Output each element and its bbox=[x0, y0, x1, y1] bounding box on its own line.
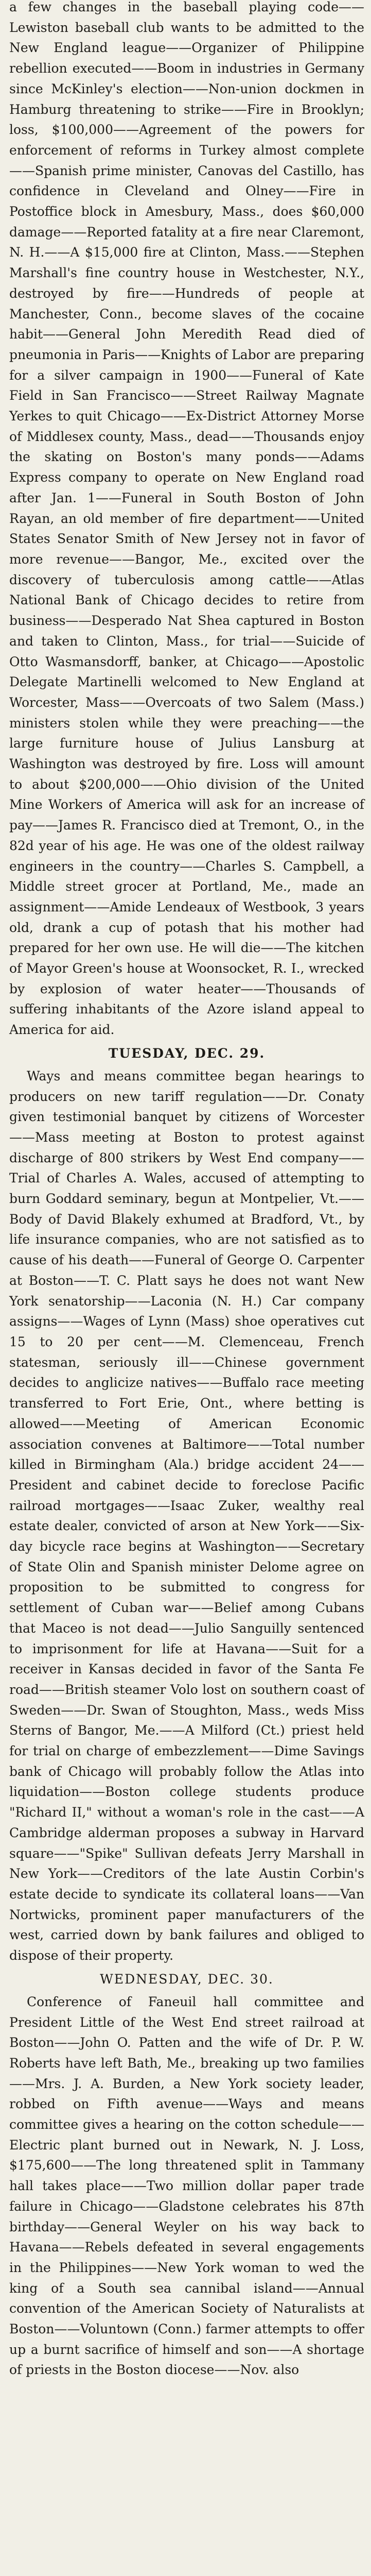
dateline-tuesday-text: TUESDAY, DEC. 29. bbox=[108, 1045, 266, 1061]
dateline-tuesday bbox=[9, 1042, 364, 1065]
dateline-wednesday bbox=[9, 1968, 364, 1991]
news-summary-wednesday: Conference of Faneuil hall committee and President Little of the West End street railroad at Boston——John O. Patten and the wife of Dr. P. W. Roberts have left Bath, Me., breaking up two families——Mrs. J. A. Burden, a New York society leader, robbed on Fifth avenue——Ways and means committee gives a hearing on the cotton schedule——Electric plant burned out in Newark, N. J. Loss, $175,600——The long threatened split in Tammany hall takes place——Two million dollar paper trade failure in Chicago——Gladstone celebrates his 87th birthday——General Weyler on his way back to Havana——Rebels defeated in several engagements in the Philippines——New York woman to wed the king of a South sea cannibal island——Annual convention of the American Society of Naturalists at Boston——Voluntown (Conn.) farmer attempts to offer up a burnt sacrifice of himself and son——A shortage of priests in the Boston diocese——Nov. also bbox=[9, 1994, 364, 2378]
news-summary-intro: a few changes in the baseball playing code——Lewiston baseball club wants to be admitted to the New England league——Organizer of Philippine rebellion executed——Boom in industries in Germany since McKinley's election——Non-union dockmen in Hamburg threatening to strike——Fire in Brooklyn; loss, $100,000——Agreement of the powers for enforcement of reforms in Turkey almost complete——Spanish prime minister, Canovas del Castillo, has confidence in Cleveland and Olney——Fire in Postoffice block in Amesbury, Mass., does $60,000 damage——Reported fatality at a fire near Claremont, N. H.——A $15,000 fire at Clinton, Mass.——Stephen Marshall's fine country house in Westchester, N.Y., destroyed by fire——Hundreds of people at Manchester, Conn., become slaves of the cocaine habit——General John Meredith Read died of pneumonia in Paris——Knights of Labor are preparing for a silver campaign in 1900——Funeral of Kate Field in San Francisco——Street Railway Magnate Yerkes to quit Chicago——Ex-District Attorney Morse of Middlesex county, Mass., dead——Thousands enjoy the skating on Boston's many ponds——Adams Express company to operate on New England road after Jan. 1——Funeral in South Boston of John Rayan, an old member of fire department——United States Senator Smith of New Jersey not in favor of more revenue——Bangor, Me., excited over the discovery of tuberculosis among cattle——Atlas National Bank of Chicago decides to retire from business——Desperado Nat Shea captured in Boston and taken to Clinton, Mass., for trial——Suicide of Otto Wasmansdorff, banker, at Chicago——Apostolic Delegate Martinelli welcomed to New England at Worcester, Mass——Overcoats of two Salem (Mass.) ministers stolen while they were preaching——the large furniture house of Julius Lansburg at Washington was destroyed by fire. Loss will amount to about $200,000——Ohio division of the United Mine Workers of America will ask for an increase of pay——James R. Francisco died at Tremont, O., in the 82d year of his age. He was one of the oldest railway engineers in the country——Charles S. Campbell, a Middle street grocer at Portland, Me., made an assignment——Amide Lendeaux of Westbook, 3 years old, drank a cup of potash that his mother had prepared for her own use. He will die——The kitchen of Mayor Green's house at Woonsocket, R. I., wrecked by explosion of water heater——Thousands of suffering inhabitants of the Azore island appeal to America for aid. bbox=[9, 0, 364, 1038]
dateline-wednesday-text: WEDNESDAY, DEC. 30. bbox=[100, 1971, 274, 1987]
news-summary-tuesday: Ways and means committee began hearings to producers on new tariff regulation——Dr. Conaty given testimonial banquet by citizens of Worcester——Mass meeting at Boston to protest against discharge of 800 strikers by West End company——Trial of Charles A. Wales, accused of attempting to burn Goddard seminary, begun at Montpelier, Vt.——Body of David Blakely exhumed at Bradford, Vt., by life insurance companies, who are not satisfied as to cause of his death——Funeral of George O. Carpenter at Boston——T. C. Platt says he does not want New York senatorship——Laconia (N. H.) Car company assigns——Wages of Lynn (Mass) shoe operatives cut 15 to 20 per cent——M. Clemenceau, French statesman, seriously ill——Chinese government decides to anglicize natives——Buffalo race meeting transferred to Fort Erie, Ont., where betting is allowed——Meeting of American Economic association convenes at Baltimore——Total number killed in Birmingham (Ala.) bridge accident 24——President and cabinet decide to foreclose Pacific railroad mortgages——Isaac Zuker, wealthy real estate dealer, convicted of arson at New York——Six-day bicycle race begins at Washington——Secretary of State Olin and Spanish minister Delome agree on proposition to be submitted to congress for settlement of Cuban war——Belief among Cubans that Maceo is not dead——Julio Sanguilly sentenced to imprisonment for life at Havana——Suit for a receiver in Kansas decided in favor of the Santa Fe road——British steamer Volo lost on southern coast of Sweden——Dr. Swan of Stoughton, Mass., weds Miss Sterns of Bangor, Me.——A Milford (Ct.) priest held for trial on charge of embezzlement——Dime Savings bank of Chicago will probably follow the Atlas into liquidation——Boston college students produce "Richard II," without a woman's role in the cast——A Cambridge alderman proposes a subway in Harvard square——"Spike" Sullivan defeats Jerry Marshall in New York——Creditors of the late Austin Corbin's estate decide to syndicate its collateral loans——Van Nortwicks, prominent paper manufacturers of the west, carried down by bank failures and obliged to dispose of their property. bbox=[9, 1068, 364, 1963]
